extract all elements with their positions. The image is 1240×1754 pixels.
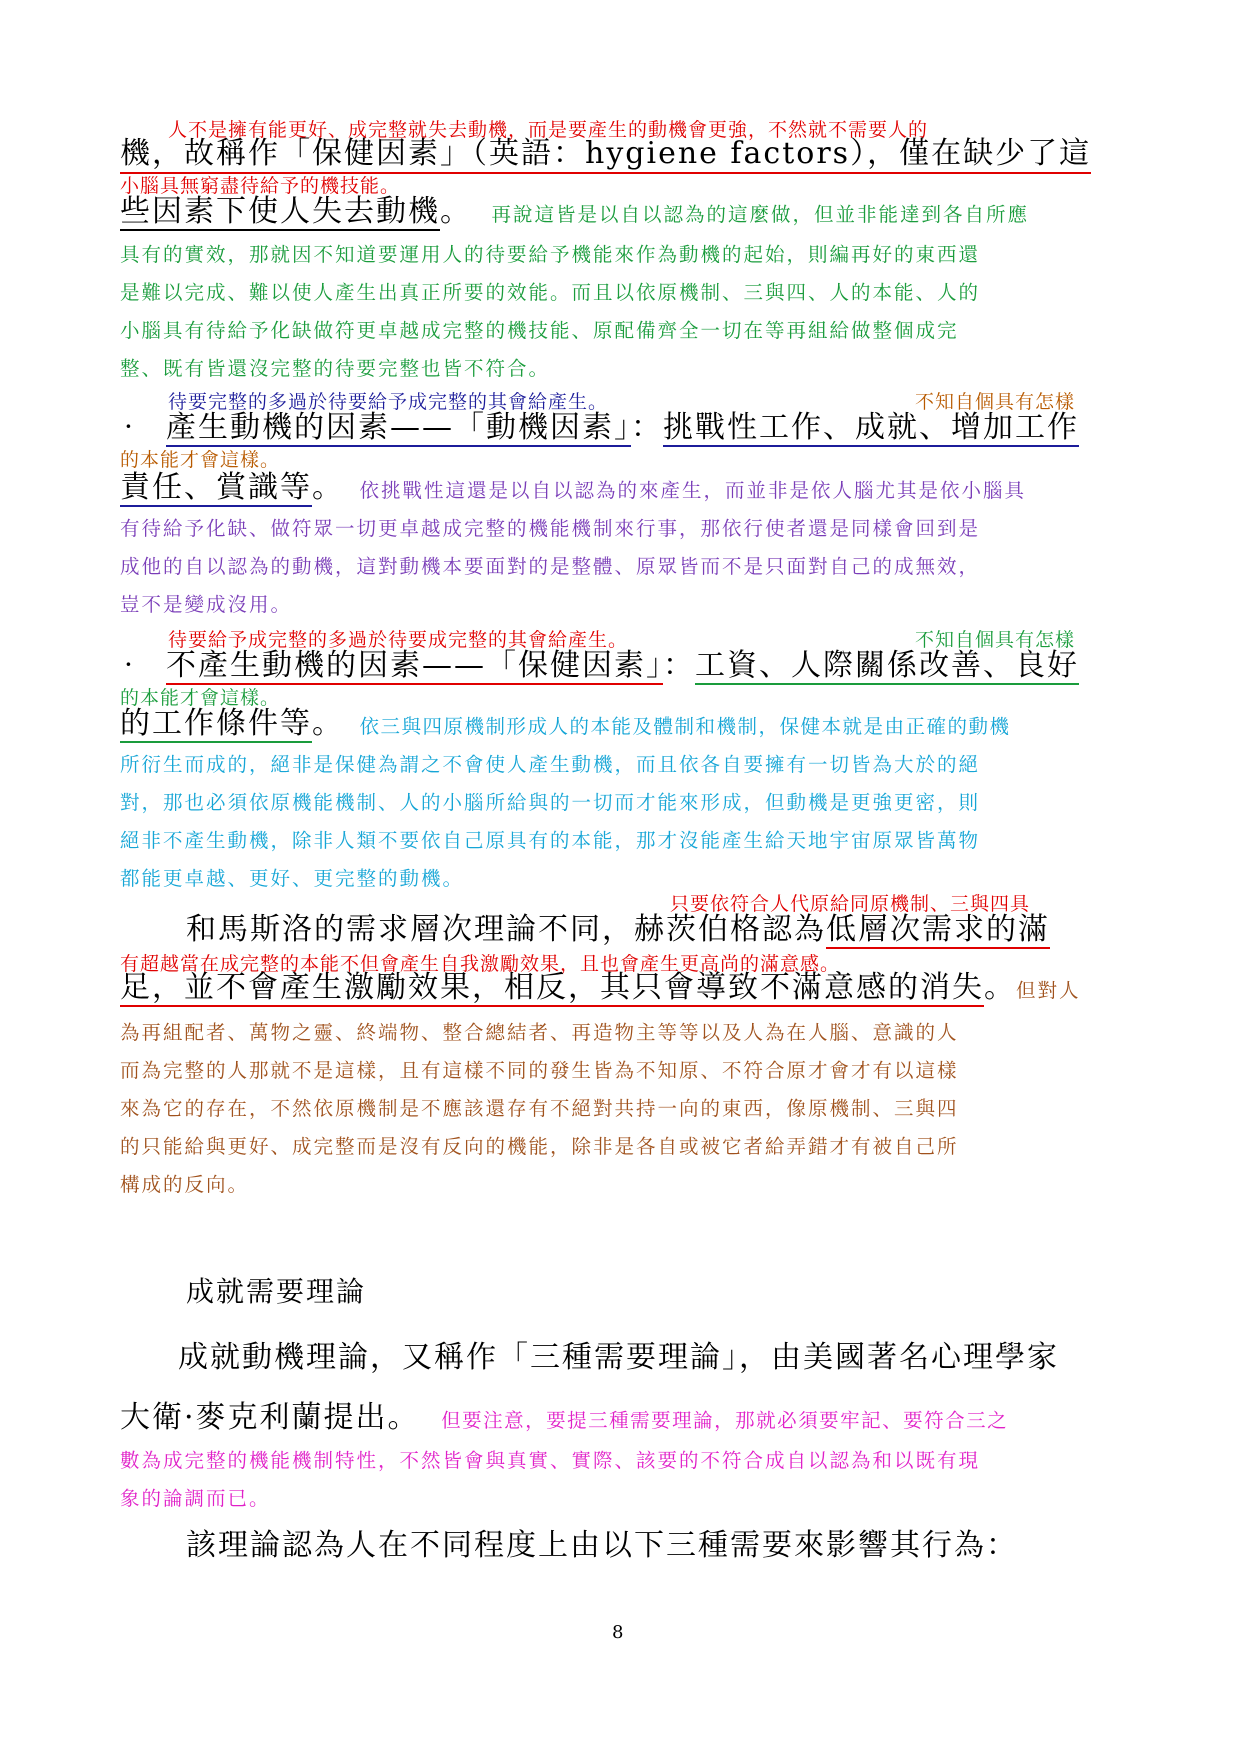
motivation-factor-title: 產生動機的因素——「動機因素」 <box>166 410 631 445</box>
working-conditions: 的工作條件等 <box>120 706 312 741</box>
page-number: 8 <box>612 1622 624 1643</box>
mcclelland-line: 大衛·麥克利蘭提出。 <box>120 1400 420 1435</box>
cyan-comment-block <box>120 746 1120 898</box>
brown-comment-block <box>120 1014 1120 1204</box>
annotation-top: 人不是擁有能更好、成完整就失去動機，而是要產生的動機會更強，不然就不需要人的 <box>168 119 929 141</box>
purple-line: 有待給予化缺、做符眾一切更卓越成完整的機能機制來行事，那依行使者還是同樣會回到是 <box>120 517 981 540</box>
annotation-bullet2-below: 的本能才會這樣。 <box>120 687 281 709</box>
purple-comment-block <box>120 510 1120 624</box>
brown-line: 為再組配者、萬物之靈、終端物、整合總結者、再造物主等等以及人為在人腦、意識的人 <box>120 1021 959 1044</box>
magenta-line: 數為成完整的機能機制特性，不然皆會與真實、實際、該要的不符合成自以認為和以既有現 <box>120 1449 981 1472</box>
cyan-line: 所衍生而成的，絕非是保健為謂之不會使人產生動機，而且依各自要擁有一切皆為大於的絕 <box>120 753 981 776</box>
annotation-bullet2-left: 待要給予成完整的多過於待要成完整的其會給產生。 <box>168 629 629 651</box>
colon: ： <box>663 648 695 683</box>
punct: 。 <box>312 706 344 741</box>
purple-comment-first: 依挑戰性這還是以自以認為的來產生，而並非是依人腦尤其是依小腦具 <box>359 479 1027 502</box>
green-line: 小腦具有待給予化缺做符更卓越成完整的機技能、原配備齊全一切在等再組給做整個成完 <box>120 319 959 342</box>
responsibility-recognition: 責任、賞識等 <box>120 470 312 505</box>
annotation-block4-right: 只要依符合人代原給同原機制、三與四具 <box>670 893 1031 915</box>
magenta-comment-first: 但要注意，要提三種需要理論，那就必須要牢記、要符合三之 <box>441 1409 1009 1432</box>
no-incentive-effect: 足，並不會產生激勵效果，相反，其只會導致不滿意感的消失 <box>120 970 984 1005</box>
punct: 。 <box>312 470 344 505</box>
annotation-cerebellum: 小腦具無窮盡待給予的機技能。 <box>120 175 401 197</box>
punct: 。 <box>984 970 1016 1005</box>
cyan-line: 都能更卓越、更好、更完整的動機。 <box>120 867 465 890</box>
brown-line: 而為完整的人那就不是這樣，且有這樣不同的發生皆為不知原、不符合原才會才有以這樣 <box>120 1059 959 1082</box>
green-line: 是難以完成、難以使人產生出真正所要的效能。而且以依原機制、三與四、人的本能、人的 <box>120 281 981 304</box>
magenta-line: 象的論調而已。 <box>120 1487 271 1510</box>
section-heading: 成就需要理論 <box>186 1275 367 1308</box>
green-comment-first: 再說這皆是以自以認為的這麼做，但並非能達到各自所應 <box>491 203 1030 226</box>
hygiene-factor-list: 工資、人際關係改善、良好 <box>695 648 1079 683</box>
bullet-dot: · <box>124 410 133 443</box>
purple-line: 成他的自以認為的動機，這對動機本要面對的是整體、原眾皆而不是只面對自己的成無效， <box>120 555 981 578</box>
brown-line: 來為它的存在，不然依原機制是不應該還存有不絕對共持一向的東西，像原機制、三與四 <box>120 1097 959 1120</box>
cyan-comment-first: 依三與四原機制形成人的本能及體制和機制，保健本就是由正確的動機 <box>359 715 1011 738</box>
cyan-line: 對，那也必須依原機能機制、人的小腦所給與的一切而才能來形成，但動機是更強更密，則 <box>120 791 981 814</box>
motivation-factor-list: 挑戰性工作、成就、增加工作 <box>663 410 1079 445</box>
green-line: 具有的實效，那就因不知道要運用人的待要給予機能來作為動機的起始，則編再好的東西還 <box>120 243 981 266</box>
annotation-block4-mid: 有超越當在成完整的本能不但會產生自我激勵效果，且也會產生更高尚的滿意感。 <box>120 953 841 975</box>
cyan-line: 絕非不產生動機，除非人類不要依自己原具有的本能，那才沒能產生給天地宇宙原眾皆萬物 <box>120 829 981 852</box>
achievement-theory-line1: 成就動機理論，又稱作「三種需要理論」，由美國著名心理學家 <box>178 1340 1059 1375</box>
line-lose-motivation: 些因素下使人失去動機 <box>120 194 440 229</box>
green-comment-block <box>120 236 1120 388</box>
annotation-bullet2-right: 不知自個具有怎樣 <box>915 629 1076 651</box>
annotation-bullet1-left: 待要完整的多過於待要給予成完整的其會給產生。 <box>168 391 609 413</box>
line-hygiene-factors: 機，故稱作「保健因素」（英語：hygiene factors），僅在缺少了這 <box>120 136 1091 174</box>
brown-line: 的只能給與更好、成完整而是沒有反向的機能，除非是各自或被它者給弄錯才有被自己所 <box>120 1135 959 1158</box>
purple-line: 豈不是變成沒用。 <box>120 593 293 616</box>
maslow-comparison: 和馬斯洛的需求層次理論不同，赫茨伯格認為 <box>186 912 826 947</box>
colon: ： <box>631 410 663 445</box>
brown-line: 構成的反向。 <box>120 1173 250 1196</box>
bullet-dot: · <box>124 648 133 681</box>
low-level-needs: 低層次需求的滿 <box>826 912 1050 947</box>
three-needs-line: 該理論認為人在不同程度上由以下三種需要來影響其行為： <box>186 1528 1018 1563</box>
brown-comment-first: 但對人 <box>1016 979 1081 1002</box>
annotation-bullet1-right: 不知自個具有怎樣 <box>915 391 1076 413</box>
green-line: 整、既有皆還沒完整的待要完整也皆不符合。 <box>120 357 551 380</box>
annotation-bullet1-below: 的本能才會這樣。 <box>120 449 281 471</box>
magenta-comment-block <box>120 1442 1120 1518</box>
hygiene-factor-title: 不產生動機的因素——「保健因素」 <box>166 648 663 683</box>
punct: 。 <box>440 194 472 229</box>
